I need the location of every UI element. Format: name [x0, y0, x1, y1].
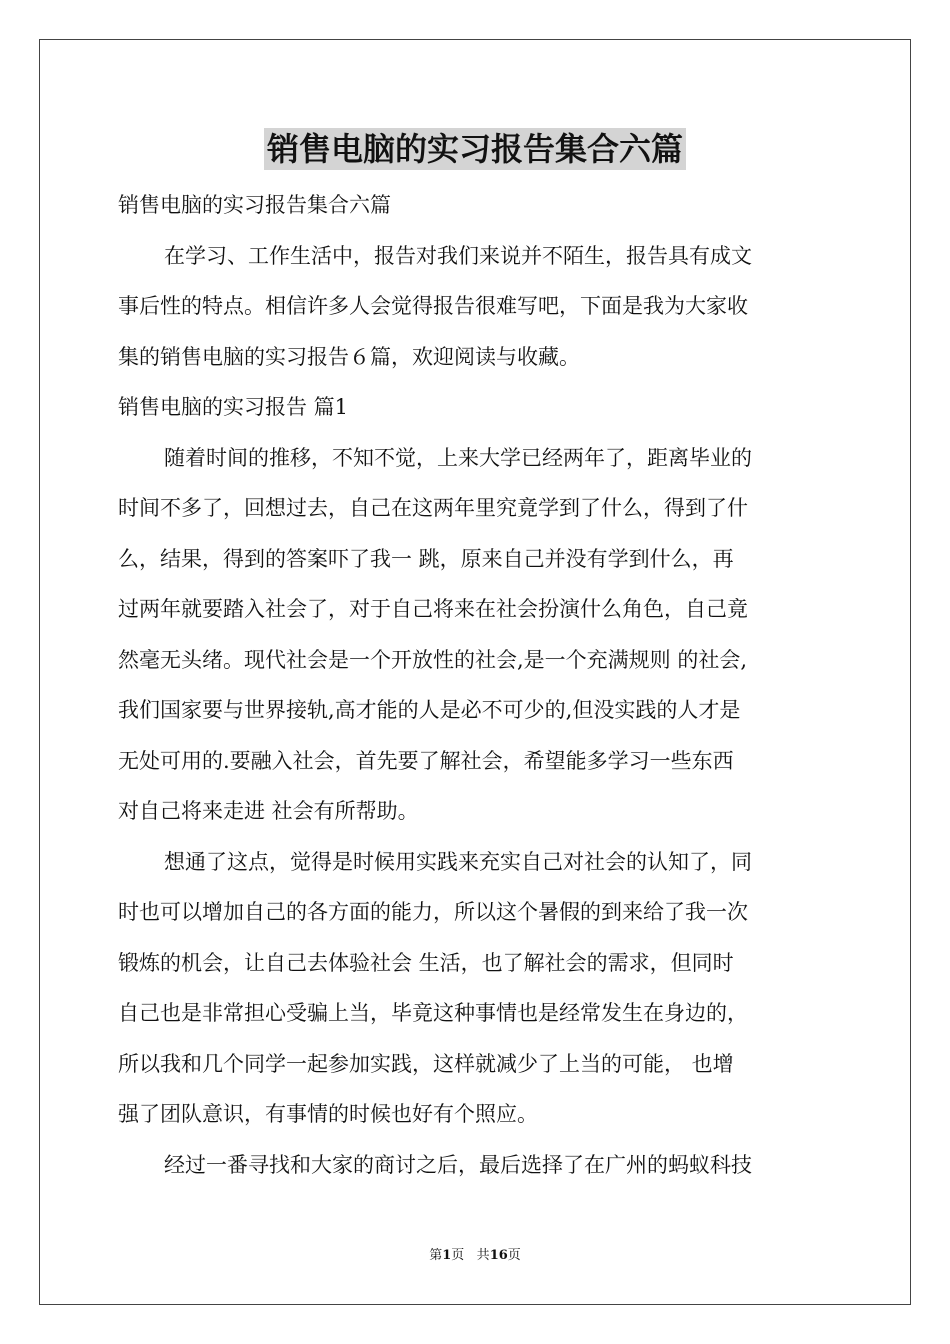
footer-total-prefix: 共	[476, 1248, 490, 1263]
footer-page-number: 1	[442, 1248, 452, 1263]
text-line: 销售电脑的实习报告集合六篇	[118, 193, 391, 217]
text-line: 无处可用的.要融入社会，首先要了解社会，希望能多学习一些东西	[118, 748, 734, 773]
text-line: 想通了这点，觉得是时候用实践来充实自己对社会的认知了，同	[164, 849, 752, 874]
title-wrap	[0, 128, 950, 170]
footer-page-prefix: 第	[429, 1248, 443, 1263]
text-line: 经过一番寻找和大家的商讨之后，最后选择了在广州的蚂蚁科技	[164, 1152, 752, 1177]
text-line: 我们国家要与世界接轨,高才能的人是必不可少的,但没实践的人才是	[118, 698, 741, 722]
text-line: 事后性的特点。相信许多人会觉得报告很难写吧，下面是我为大家收	[118, 294, 748, 318]
footer-total-pages: 16	[489, 1248, 508, 1263]
text-line: 集的销售电脑的实习报告６篇，欢迎阅读与收藏。	[118, 344, 580, 369]
footer-page-suffix: 页	[451, 1248, 465, 1263]
text-line: 锻炼的机会，让自己去体验社会 生活，也了解社会的需求，但同时	[118, 950, 734, 975]
text-line: 随着时间的推移，不知不觉，上来大学已经两年了，距离毕业的	[164, 445, 752, 470]
text-line: 过两年就要踏入社会了，对于自己将来在社会扮演什么角色，自己竟	[118, 597, 748, 621]
text-line: 强了团队意识，有事情的时候也好有个照应。	[118, 1102, 538, 1126]
text-line: 在学习、工作生活中，报告对我们来说并不陌生，报告具有成文	[164, 243, 752, 268]
text-line: 自己也是非常担心受骗上当，毕竟这种事情也是经常发生在身边的，	[118, 1001, 748, 1025]
text-line: 然毫无头绪。现代社会是一个开放性的社会,是一个充满规则 的社会,	[118, 647, 748, 672]
text-line: 对自己将来走进 社会有所帮助。	[118, 799, 419, 823]
text-line: 么，结果，得到的答案吓了我一 跳，原来自己并没有学到什么，再	[118, 546, 734, 571]
footer-total-suffix: 页	[507, 1248, 521, 1263]
text-line: 时间不多了，回想过去，自己在这两年里究竟学到了什么，得到了什	[118, 496, 748, 520]
text-line: 所以我和几个同学一起参加实践，这样就减少了上当的可能， 也增	[118, 1051, 734, 1076]
text-line: 销售电脑的实习报告 篇1	[118, 395, 349, 419]
document-body	[118, 180, 838, 1190]
text-line: 时也可以增加自己的各方面的能力，所以这个暑假的到来给了我一次	[118, 900, 748, 924]
document-title: 销售电脑的实习报告集合六篇	[264, 128, 686, 170]
page-footer	[0, 1247, 950, 1265]
